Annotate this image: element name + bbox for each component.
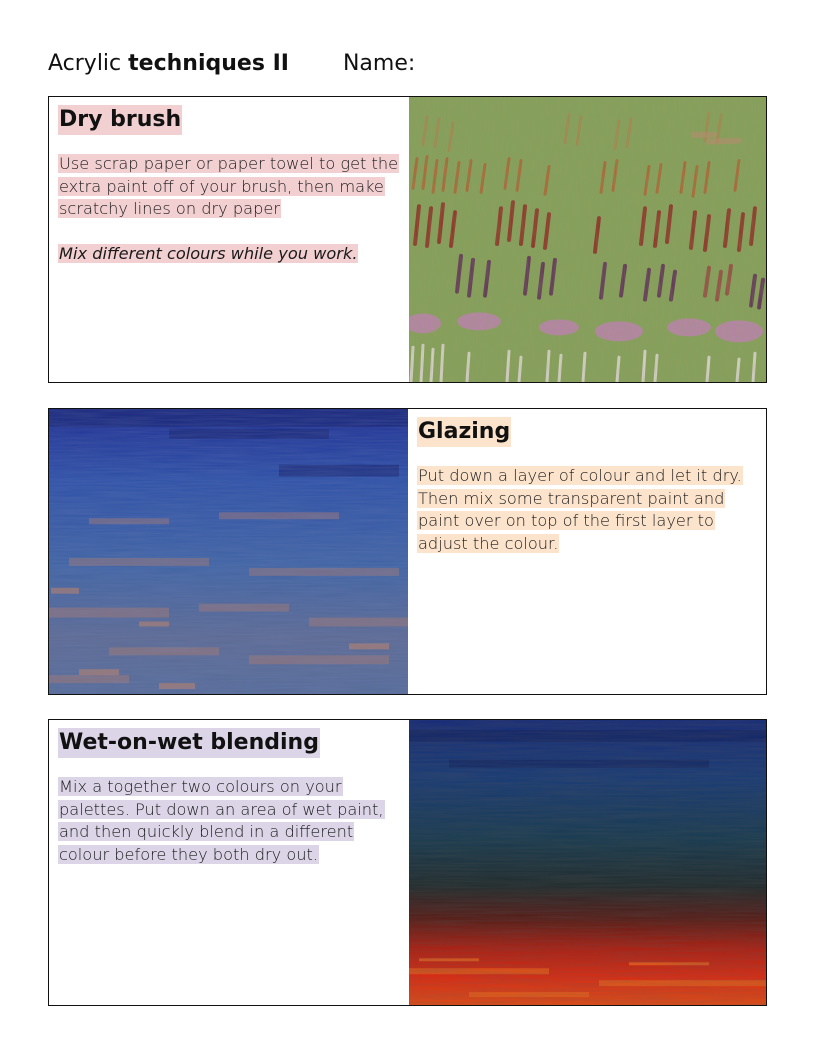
dry-brush-painting <box>409 97 767 382</box>
technique-description-text: Use scrap paper or paper towel to get the extra paint off of your brush, then make scratchy lines on dry paper <box>59 154 399 218</box>
technique-tip <box>58 243 401 266</box>
technique-text-panel <box>49 97 409 382</box>
glazing-painting-svg <box>49 409 408 694</box>
wet-on-wet-painting <box>409 720 767 1005</box>
name-label: Name: <box>342 51 416 76</box>
page-header <box>48 48 415 80</box>
technique-card-wet-on-wet <box>48 719 767 1006</box>
glazing-painting <box>49 409 408 694</box>
dry-brush-painting-svg <box>409 97 767 382</box>
technique-description <box>58 153 401 221</box>
title-regular: Acrylic <box>48 51 122 76</box>
technique-tip-text: Mix different colours while you work. <box>59 243 358 263</box>
technique-description-text: Mix a together two colours on your palettes. Put down an area of wet paint, and then quickly blend in a different colour before they both dry out. <box>59 777 384 864</box>
technique-title: Glazing <box>417 417 511 447</box>
technique-description <box>58 776 401 866</box>
technique-title: Wet-on-wet blending <box>58 728 320 758</box>
title-bold: techniques II <box>128 51 289 76</box>
wet-on-wet-painting-svg <box>409 720 767 1005</box>
technique-description <box>417 465 761 555</box>
technique-description-text: Put down a layer of colour and let it dry. Then mix some transparent paint and paint over on top of the first layer to adjust the colour. <box>418 466 742 553</box>
technique-title: Dry brush <box>58 105 182 135</box>
technique-text-panel <box>409 409 767 694</box>
technique-text-panel <box>49 720 409 1005</box>
technique-card-dry-brush <box>48 96 767 383</box>
technique-card-glazing <box>48 408 767 695</box>
